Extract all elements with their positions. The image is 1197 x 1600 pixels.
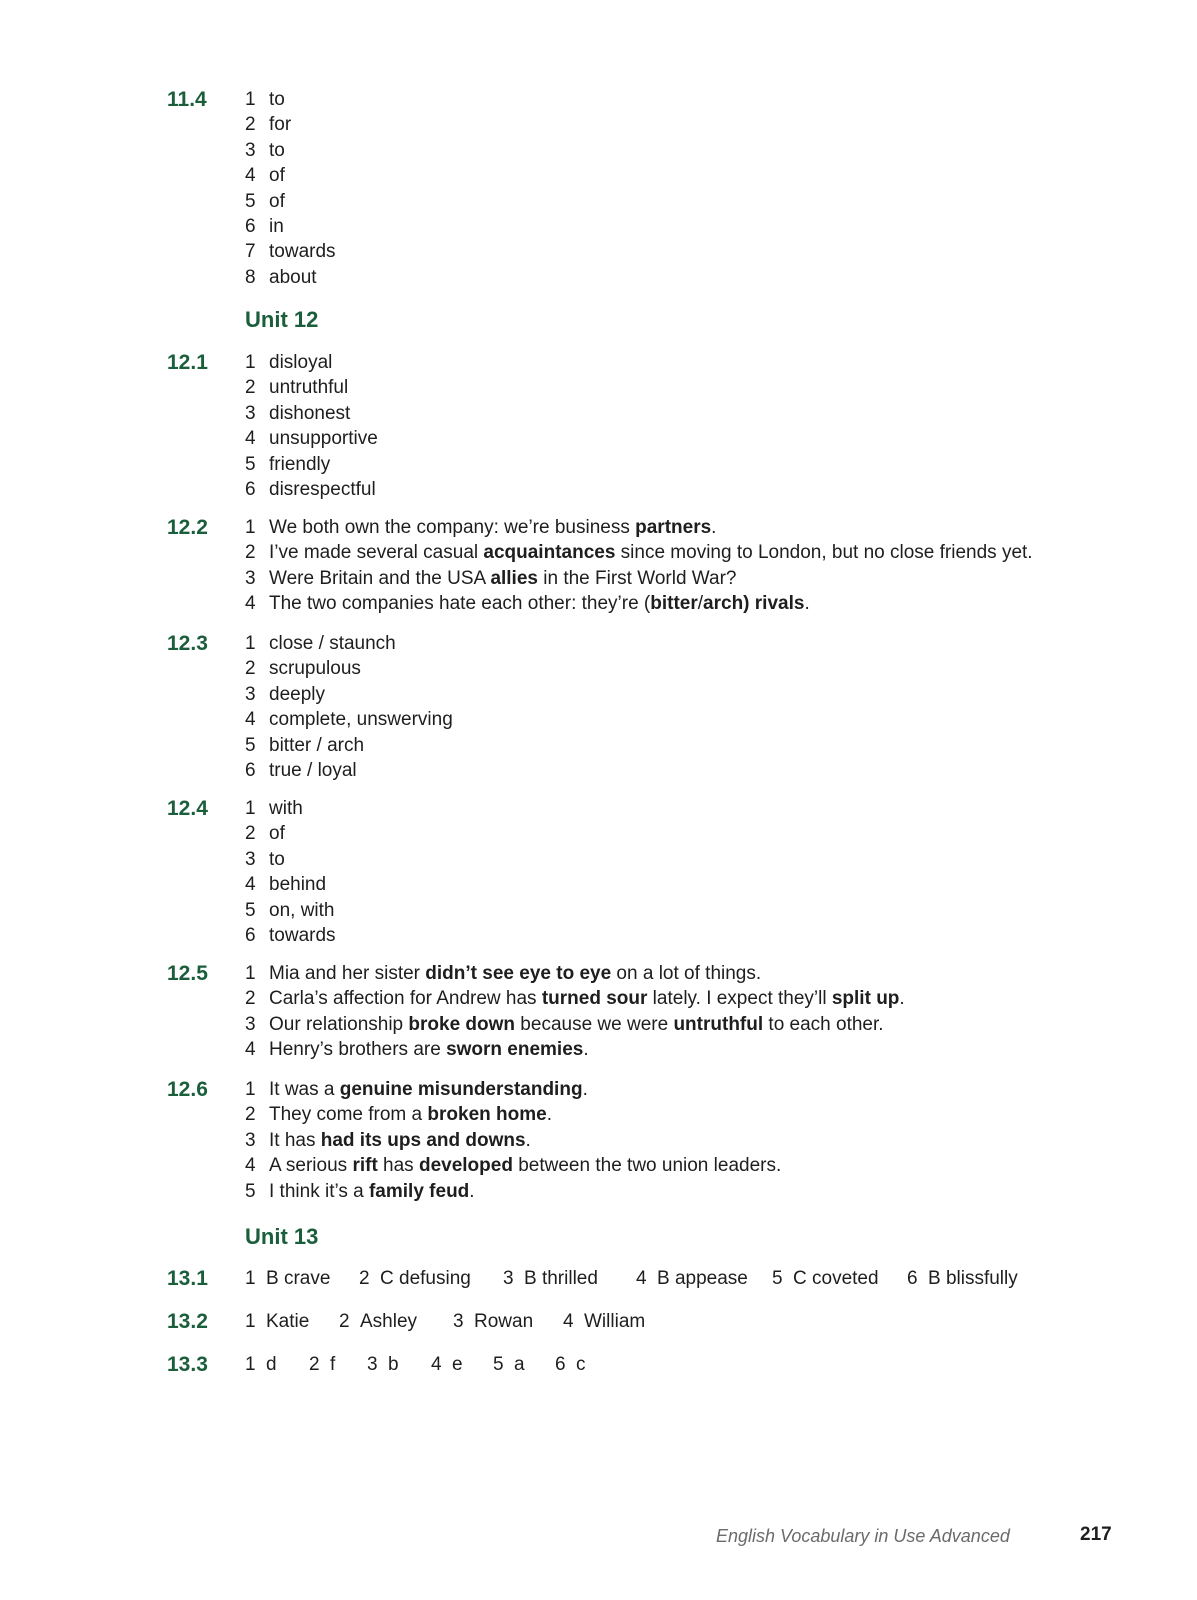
answer-text: B thrilled (524, 1268, 598, 1289)
unit-heading-12: Unit 12 (245, 307, 319, 332)
answer-text: with (269, 798, 303, 819)
item-number: 6 (907, 1268, 918, 1289)
answer-item (493, 1352, 525, 1378)
item-number: 3 (245, 1129, 256, 1151)
answer-text: dishonest (269, 402, 351, 424)
answer-item (245, 112, 336, 137)
answer-item (245, 733, 453, 758)
answer-text: We both own the company: we’re business (269, 517, 636, 538)
answer-item (563, 1309, 645, 1335)
item-number: 2 (245, 658, 256, 680)
exercise-number: 12.4 (167, 797, 208, 820)
item-number: 1 (245, 352, 256, 373)
answer-keyword: turned sour (541, 988, 648, 1010)
answer-list (245, 87, 336, 290)
answer-item (245, 515, 1033, 540)
item-number: 3 (245, 139, 256, 161)
book-title: English Vocabulary in Use Advanced (716, 1526, 1010, 1546)
answer-text: to (269, 89, 285, 110)
answer-item (503, 1266, 598, 1292)
answer-text: about (269, 266, 317, 288)
item-number: 2 (309, 1354, 320, 1375)
answer-keyword: untruthful (673, 1013, 764, 1035)
answer-item (245, 707, 453, 732)
item-number: 3 (245, 1013, 256, 1035)
answer-item (245, 401, 378, 426)
answer-item (245, 375, 378, 400)
answer-item (245, 477, 378, 502)
item-number: 1 (245, 1268, 256, 1289)
answer-item (245, 986, 905, 1011)
item-number: 1 (245, 633, 256, 654)
exercise-number: 12.5 (167, 962, 208, 985)
answer-text: . (546, 1104, 552, 1126)
item-number: 4 (245, 165, 256, 187)
answer-keyword: arch) rivals (703, 593, 805, 615)
answer-item (245, 1309, 309, 1335)
answer-text: behind (269, 874, 327, 896)
answer-text: Our relationship (269, 1013, 409, 1035)
answer-list (245, 796, 336, 948)
answer-item (245, 1102, 781, 1127)
answer-item (245, 1128, 781, 1153)
answer-list (245, 1077, 781, 1204)
answer-text: f (330, 1354, 336, 1375)
item-number: 3 (453, 1311, 464, 1332)
answer-list (245, 350, 378, 502)
exercise-number: 13.3 (167, 1353, 208, 1376)
answer-item (245, 189, 336, 214)
answer-item (309, 1352, 335, 1378)
answer-text: . (711, 517, 717, 538)
answer-text: untruthful (269, 377, 349, 399)
item-number: 5 (245, 190, 256, 212)
answer-item (245, 1179, 781, 1204)
exercise-number: 13.1 (167, 1267, 208, 1290)
answer-keyword: broke down (408, 1013, 516, 1035)
answer-keyword: bitter (650, 593, 698, 615)
item-number: 1 (245, 1079, 256, 1100)
item-number: 4 (563, 1311, 574, 1332)
answer-text: scrupulous (269, 658, 361, 680)
answer-text: . (899, 988, 905, 1010)
item-number: 1 (245, 89, 256, 110)
answer-text: of (269, 165, 285, 187)
answer-item (245, 87, 336, 112)
answer-item (245, 591, 1033, 616)
item-number: 5 (245, 899, 256, 921)
answer-item (245, 214, 336, 239)
answer-text: Mia and her sister (269, 963, 426, 984)
answer-item (245, 1037, 905, 1062)
answer-item (245, 923, 336, 948)
answer-item (245, 847, 336, 872)
item-number: 6 (245, 479, 256, 501)
answer-item (245, 1012, 905, 1037)
answer-item (245, 796, 336, 821)
exercise-number: 12.1 (167, 351, 208, 374)
answer-text: . (583, 1039, 589, 1061)
answer-item (907, 1266, 1018, 1292)
item-number: 5 (245, 1180, 256, 1202)
answer-item (245, 566, 1033, 591)
item-number: 1 (245, 798, 256, 819)
item-number: 6 (245, 760, 256, 782)
item-number: 7 (245, 241, 256, 263)
answer-text: They come from a (269, 1104, 428, 1126)
answer-text: Carla’s affection for Andrew has (269, 988, 542, 1010)
answer-text: It was a (269, 1079, 340, 1100)
exercise-number: 12.2 (167, 516, 208, 539)
answer-keyword: didn’t see eye to eye (425, 963, 612, 984)
answer-text: William (584, 1311, 646, 1332)
item-number: 3 (503, 1268, 514, 1289)
answer-text: I think it’s a (269, 1180, 369, 1202)
item-number: 6 (245, 925, 256, 947)
answer-text: B appease (657, 1268, 748, 1289)
answer-item (245, 898, 336, 923)
answer-text: Katie (266, 1311, 310, 1332)
answer-text: because we were (515, 1013, 674, 1035)
answer-text: . (582, 1079, 588, 1100)
answer-item (339, 1309, 417, 1335)
item-number: 5 (772, 1268, 783, 1289)
answer-text: It has (269, 1129, 321, 1151)
item-number: 4 (245, 1155, 256, 1177)
item-number: 2 (339, 1311, 350, 1332)
answer-text: true / loyal (269, 760, 357, 782)
answer-item (245, 872, 336, 897)
answer-text: between the two union leaders. (512, 1155, 782, 1177)
answer-item (453, 1309, 533, 1335)
item-number: 4 (245, 593, 256, 615)
page-number: 217 (1080, 1524, 1112, 1545)
item-number: 2 (245, 1104, 256, 1126)
item-number: 2 (245, 542, 256, 564)
answer-item (636, 1266, 748, 1292)
answer-item (245, 1266, 330, 1292)
answer-text: towards (269, 241, 336, 263)
item-number: 1 (245, 963, 256, 984)
answer-text: a (514, 1354, 525, 1375)
answer-text: A serious (269, 1155, 353, 1177)
answer-keyword: allies (490, 567, 538, 589)
answer-text: on, with (269, 899, 335, 921)
answer-item (367, 1352, 399, 1378)
item-number: 5 (493, 1354, 504, 1375)
answer-text: towards (269, 925, 336, 947)
answer-text: Henry’s brothers are (269, 1039, 447, 1061)
answer-text: I’ve made several casual (269, 542, 484, 564)
answer-keyword: rift (352, 1155, 378, 1177)
answer-list (245, 515, 1033, 617)
answer-text: C defusing (380, 1268, 471, 1289)
exercise-number: 12.3 (167, 632, 208, 655)
item-number: 3 (367, 1354, 378, 1375)
item-number: 4 (431, 1354, 442, 1375)
answer-text: . (804, 593, 810, 615)
answer-text: to (269, 848, 285, 870)
answer-text: bitter / arch (269, 734, 365, 756)
answer-text: / (697, 593, 704, 615)
answer-text: Ashley (360, 1311, 418, 1332)
answer-item (772, 1266, 879, 1292)
answer-text: since moving to London, but no close friends yet. (615, 542, 1033, 564)
answer-text: to (269, 139, 285, 161)
answer-keyword: genuine misunderstanding (339, 1079, 583, 1100)
item-number: 2 (245, 114, 256, 136)
answer-text: . (469, 1180, 475, 1202)
item-number: 5 (245, 734, 256, 756)
answer-item (431, 1352, 463, 1378)
answer-list (245, 961, 905, 1063)
answer-keyword: partners (635, 517, 712, 538)
answer-item (245, 1153, 781, 1178)
answer-text: of (269, 823, 285, 845)
answer-text: in the First World War? (537, 567, 737, 589)
exercise-number: 11.4 (167, 88, 207, 111)
answer-text: disloyal (269, 352, 333, 373)
answer-text: unsupportive (269, 428, 378, 450)
answer-keyword: broken home (427, 1104, 547, 1126)
item-number: 3 (245, 402, 256, 424)
answer-item (245, 426, 378, 451)
item-number: 2 (245, 377, 256, 399)
item-number: 3 (245, 848, 256, 870)
item-number: 3 (245, 683, 256, 705)
item-number: 4 (245, 874, 256, 896)
answer-item (245, 821, 336, 846)
answer-item (245, 1352, 277, 1378)
item-number: 1 (245, 1354, 256, 1375)
item-number: 4 (245, 428, 256, 450)
answer-keyword: family feud (368, 1180, 470, 1202)
exercise-number: 12.6 (167, 1078, 208, 1101)
item-number: 2 (359, 1268, 370, 1289)
answer-text: friendly (269, 453, 331, 475)
item-number: 4 (636, 1268, 647, 1289)
answer-text: e (452, 1354, 463, 1375)
answer-item (245, 631, 453, 656)
answer-list (245, 631, 453, 783)
answer-text: of (269, 190, 285, 212)
item-number: 8 (245, 266, 256, 288)
answer-item (245, 138, 336, 163)
item-number: 2 (245, 823, 256, 845)
answer-keyword: developed (418, 1155, 513, 1177)
answer-text: The two companies hate each other: they’re ( (269, 593, 651, 615)
answer-text: b (388, 1354, 399, 1375)
answer-text: in (269, 216, 284, 238)
answer-text: has (377, 1155, 419, 1177)
unit-heading-13: Unit 13 (245, 1224, 319, 1249)
answer-text: complete, unswerving (269, 709, 453, 731)
answer-keyword: had its ups and downs (320, 1129, 526, 1151)
answer-text: deeply (269, 683, 325, 705)
answer-keyword: acquaintances (483, 542, 616, 564)
answer-text: d (266, 1354, 277, 1375)
answer-text: c (576, 1354, 586, 1375)
item-number: 2 (245, 988, 256, 1010)
answer-item (245, 350, 378, 375)
item-number: 4 (245, 1039, 256, 1061)
answer-item (245, 656, 453, 681)
answer-item (245, 1077, 781, 1102)
answer-text: B blissfully (928, 1268, 1018, 1289)
answer-item (359, 1266, 471, 1292)
answer-keyword: sworn enemies (446, 1039, 584, 1061)
answer-text: . (525, 1129, 531, 1151)
item-number: 6 (245, 216, 256, 238)
answer-item (245, 540, 1033, 565)
answer-text: on a lot of things. (611, 963, 762, 984)
answer-item (555, 1352, 586, 1378)
item-number: 6 (555, 1354, 566, 1375)
item-number: 1 (245, 1311, 256, 1332)
answer-text: B crave (266, 1268, 331, 1289)
answer-item (245, 961, 905, 986)
item-number: 4 (245, 709, 256, 731)
answer-item (245, 239, 336, 264)
answer-keyword: split up (831, 988, 900, 1010)
answer-text: for (269, 114, 292, 136)
answer-text: disrespectful (269, 479, 376, 501)
answer-text: to each other. (763, 1013, 884, 1035)
answer-text: C coveted (793, 1268, 879, 1289)
answer-item (245, 682, 453, 707)
item-number: 1 (245, 517, 256, 538)
answer-text: close / staunch (269, 633, 396, 654)
answer-text: Rowan (474, 1311, 534, 1332)
item-number: 5 (245, 453, 256, 475)
answer-text: lately. I expect they’ll (647, 988, 832, 1010)
answer-text: Were Britain and the USA (269, 567, 491, 589)
answer-item (245, 265, 336, 290)
answer-item (245, 163, 336, 188)
item-number: 3 (245, 567, 256, 589)
exercise-number: 13.2 (167, 1310, 208, 1333)
answer-item (245, 758, 453, 783)
answer-item (245, 452, 378, 477)
